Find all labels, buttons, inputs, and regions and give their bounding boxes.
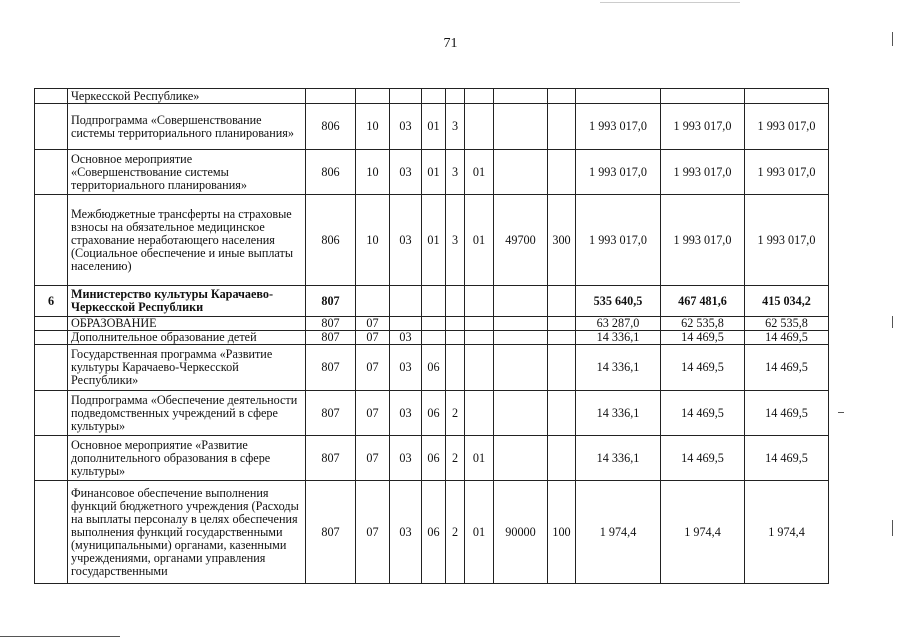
- code-subsection-cell: [390, 286, 422, 317]
- amount-year-3-cell: 1 974,4: [745, 481, 829, 584]
- code-grbs-cell: 806: [306, 150, 356, 195]
- code-program-cell: [422, 89, 446, 104]
- code-activity-cell: [465, 286, 494, 317]
- code-subsection-cell: 03: [390, 331, 422, 345]
- code-grbs-cell: 807: [306, 391, 356, 436]
- code-program-cell: 01: [422, 195, 446, 286]
- code-section-cell: 07: [356, 436, 390, 481]
- code-direction-cell: [494, 317, 548, 331]
- table-row: [35, 286, 829, 317]
- code-subprogram-cell: 3: [446, 195, 465, 286]
- code-subsection-cell: 03: [390, 391, 422, 436]
- table-row: [35, 345, 829, 391]
- code-program-cell: [422, 286, 446, 317]
- code-subprogram-cell: [446, 331, 465, 345]
- code-subprogram-cell: 2: [446, 391, 465, 436]
- code-activity-cell: 01: [465, 150, 494, 195]
- code-program-cell: [422, 317, 446, 331]
- amount-year-1-cell: 1 974,4: [576, 481, 661, 584]
- code-subsection-cell: [390, 317, 422, 331]
- item-name-cell: Подпрограмма «Обеспечение деятельности подведомственных учреждений в сфере культуры»: [68, 391, 306, 436]
- code-activity-cell: [465, 104, 494, 150]
- code-program-cell: 06: [422, 391, 446, 436]
- amount-year-1-cell: [576, 89, 661, 104]
- code-section-cell: 10: [356, 104, 390, 150]
- code-direction-cell: [494, 436, 548, 481]
- amount-year-2-cell: 14 469,5: [661, 436, 745, 481]
- code-grbs-cell: 806: [306, 104, 356, 150]
- scan-mark: [600, 2, 740, 3]
- code-subprogram-cell: [446, 286, 465, 317]
- code-activity-cell: 01: [465, 436, 494, 481]
- amount-year-3-cell: 415 034,2: [745, 286, 829, 317]
- amount-year-3-cell: 1 993 017,0: [745, 150, 829, 195]
- code-expense-type-cell: [548, 436, 576, 481]
- amount-year-2-cell: 1 993 017,0: [661, 104, 745, 150]
- page-number: 71: [443, 36, 458, 51]
- code-expense-type-cell: [548, 286, 576, 317]
- table-row: [35, 331, 829, 345]
- table-row: [35, 195, 829, 286]
- code-section-cell: [356, 286, 390, 317]
- code-activity-cell: [465, 317, 494, 331]
- code-expense-type-cell: [548, 391, 576, 436]
- amount-year-3-cell: 14 469,5: [745, 391, 829, 436]
- code-subprogram-cell: 3: [446, 104, 465, 150]
- code-subprogram-cell: [446, 89, 465, 104]
- row-number-cell: [35, 89, 68, 104]
- code-program-cell: [422, 331, 446, 345]
- amount-year-1-cell: 14 336,1: [576, 331, 661, 345]
- item-name-cell: Черкесской Республике»: [68, 89, 306, 104]
- row-number-cell: [35, 317, 68, 331]
- item-name-cell: Финансовое обеспечение выполнения функций бюджетного учреждения (Расходы на выплаты персоналу в целях обеспечения выполнения функций государственными (муниципальными) органами, казенными учреждениями, органами управления государственными: [68, 481, 306, 584]
- code-expense-type-cell: [548, 150, 576, 195]
- amount-year-2-cell: 1 974,4: [661, 481, 745, 584]
- item-name-cell: Межбюджетные трансферты на страховые взносы на обязательное медицинское страхование неработающего населения (Социальное обеспечение и иные выплаты населению): [68, 195, 306, 286]
- code-subprogram-cell: [446, 317, 465, 331]
- amount-year-3-cell: 1 993 017,0: [745, 104, 829, 150]
- code-grbs-cell: 807: [306, 481, 356, 584]
- amount-year-3-cell: 14 469,5: [745, 345, 829, 391]
- item-name-cell: Основное мероприятие «Совершенствование системы территориального планирования»: [68, 150, 306, 195]
- row-number-cell: [35, 345, 68, 391]
- code-direction-cell: [494, 89, 548, 104]
- amount-year-3-cell: 14 469,5: [745, 331, 829, 345]
- code-grbs-cell: 806: [306, 195, 356, 286]
- code-activity-cell: [465, 89, 494, 104]
- code-expense-type-cell: [548, 331, 576, 345]
- budget-table: [34, 88, 829, 584]
- table-row: [35, 391, 829, 436]
- amount-year-2-cell: 14 469,5: [661, 345, 745, 391]
- code-program-cell: 06: [422, 436, 446, 481]
- code-grbs-cell: 807: [306, 317, 356, 331]
- code-subsection-cell: 03: [390, 345, 422, 391]
- row-number-cell: 6: [35, 286, 68, 317]
- table-row: [35, 150, 829, 195]
- amount-year-2-cell: 14 469,5: [661, 331, 745, 345]
- row-number-cell: [35, 104, 68, 150]
- code-subsection-cell: [390, 89, 422, 104]
- code-activity-cell: [465, 331, 494, 345]
- table-row: [35, 104, 829, 150]
- code-expense-type-cell: [548, 345, 576, 391]
- code-activity-cell: [465, 345, 494, 391]
- code-grbs-cell: 807: [306, 345, 356, 391]
- amount-year-3-cell: 1 993 017,0: [745, 195, 829, 286]
- amount-year-1-cell: 1 993 017,0: [576, 150, 661, 195]
- row-number-cell: [35, 481, 68, 584]
- code-direction-cell: [494, 345, 548, 391]
- table-row: [35, 89, 829, 104]
- code-grbs-cell: [306, 89, 356, 104]
- code-grbs-cell: 807: [306, 286, 356, 317]
- item-name-cell: ОБРАЗОВАНИЕ: [68, 317, 306, 331]
- amount-year-1-cell: 14 336,1: [576, 391, 661, 436]
- amount-year-1-cell: 1 993 017,0: [576, 195, 661, 286]
- row-number-cell: [35, 331, 68, 345]
- amount-year-2-cell: 62 535,8: [661, 317, 745, 331]
- code-subsection-cell: 03: [390, 481, 422, 584]
- code-program-cell: 06: [422, 481, 446, 584]
- code-section-cell: 07: [356, 481, 390, 584]
- row-number-cell: [35, 391, 68, 436]
- code-direction-cell: [494, 104, 548, 150]
- code-section-cell: [356, 89, 390, 104]
- amount-year-1-cell: 535 640,5: [576, 286, 661, 317]
- code-direction-cell: 90000: [494, 481, 548, 584]
- amount-year-1-cell: 63 287,0: [576, 317, 661, 331]
- scan-mark: [892, 520, 893, 536]
- code-section-cell: 10: [356, 150, 390, 195]
- scan-mark: [892, 32, 893, 46]
- code-grbs-cell: 807: [306, 436, 356, 481]
- code-activity-cell: 01: [465, 481, 494, 584]
- code-expense-type-cell: [548, 89, 576, 104]
- code-direction-cell: [494, 150, 548, 195]
- amount-year-1-cell: 1 993 017,0: [576, 104, 661, 150]
- scan-mark: [0, 636, 120, 637]
- code-section-cell: 07: [356, 317, 390, 331]
- code-expense-type-cell: 300: [548, 195, 576, 286]
- code-subprogram-cell: 2: [446, 436, 465, 481]
- code-expense-type-cell: 100: [548, 481, 576, 584]
- amount-year-1-cell: 14 336,1: [576, 345, 661, 391]
- row-number-cell: [35, 195, 68, 286]
- code-program-cell: 06: [422, 345, 446, 391]
- code-subprogram-cell: [446, 345, 465, 391]
- amount-year-2-cell: 1 993 017,0: [661, 150, 745, 195]
- code-section-cell: 10: [356, 195, 390, 286]
- table-row: [35, 436, 829, 481]
- item-name-cell: Государственная программа «Развитие культуры Карачаево-Черкесской Республики»: [68, 345, 306, 391]
- row-number-cell: [35, 150, 68, 195]
- code-direction-cell: 49700: [494, 195, 548, 286]
- code-grbs-cell: 807: [306, 331, 356, 345]
- table-row: [35, 481, 829, 584]
- code-subsection-cell: 03: [390, 150, 422, 195]
- code-subprogram-cell: 2: [446, 481, 465, 584]
- item-name-cell: Министерство культуры Карачаево-Черкесской Республики: [68, 286, 306, 317]
- amount-year-2-cell: 1 993 017,0: [661, 195, 745, 286]
- code-direction-cell: [494, 331, 548, 345]
- code-program-cell: 01: [422, 104, 446, 150]
- code-direction-cell: [494, 391, 548, 436]
- code-section-cell: 07: [356, 331, 390, 345]
- amount-year-2-cell: 14 469,5: [661, 391, 745, 436]
- amount-year-3-cell: 14 469,5: [745, 436, 829, 481]
- scan-mark: [838, 412, 844, 413]
- code-direction-cell: [494, 286, 548, 317]
- code-subsection-cell: 03: [390, 104, 422, 150]
- amount-year-2-cell: 467 481,6: [661, 286, 745, 317]
- code-subprogram-cell: 3: [446, 150, 465, 195]
- code-section-cell: 07: [356, 391, 390, 436]
- code-section-cell: 07: [356, 345, 390, 391]
- row-number-cell: [35, 436, 68, 481]
- code-expense-type-cell: [548, 317, 576, 331]
- item-name-cell: Дополнительное образование детей: [68, 331, 306, 345]
- item-name-cell: Основное мероприятие «Развитие дополнительного образования в сфере культуры»: [68, 436, 306, 481]
- item-name-cell: Подпрограмма «Совершенствование системы территориального планирования»: [68, 104, 306, 150]
- code-expense-type-cell: [548, 104, 576, 150]
- code-activity-cell: [465, 391, 494, 436]
- amount-year-3-cell: 62 535,8: [745, 317, 829, 331]
- table-row: [35, 317, 829, 331]
- amount-year-2-cell: [661, 89, 745, 104]
- scan-mark: [892, 316, 893, 328]
- code-subsection-cell: 03: [390, 436, 422, 481]
- amount-year-3-cell: [745, 89, 829, 104]
- code-subsection-cell: 03: [390, 195, 422, 286]
- amount-year-1-cell: 14 336,1: [576, 436, 661, 481]
- code-program-cell: 01: [422, 150, 446, 195]
- code-activity-cell: 01: [465, 195, 494, 286]
